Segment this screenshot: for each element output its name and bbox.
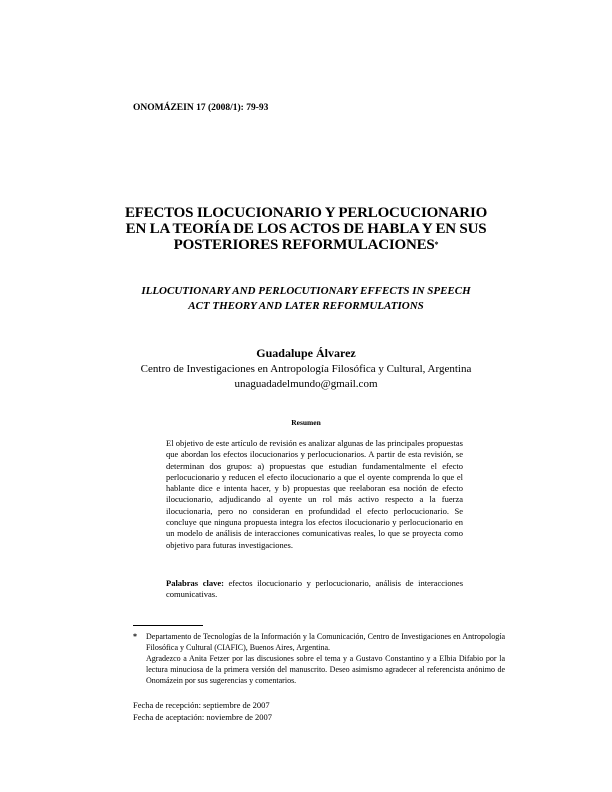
keywords-label: Palabras clave: [166,578,224,588]
footnote-affiliation: Departamento de Tecnologías de la Información y la Comunicación, Centro de Investigaciones en Antropología Filosófica y Cultural (CIAFIC), Buenos Aires, Argentina. [146,632,505,652]
title-line: EFECTOS ILOCUCIONARIO Y PERLOCUCIONARIO [124,205,488,221]
date-accepted: Fecha de aceptación: noviembre de 2007 [133,711,273,722]
journal-reference: ONOMÁZEIN 17 (2008/1): 79-93 [133,103,269,113]
title-line: EN LA TEORÍA DE LOS ACTOS DE HABLA Y EN SUS [125,221,487,237]
title-line [100,237,512,253]
english-title-line: ILLOCUTIONARY AND PERLOCUTIONARY EFFECTS IN SPEECH [141,285,471,297]
keywords [166,578,463,601]
article-title [100,205,512,253]
footnote-thanks: Agradezco a Anita Fetzer por las discusiones sobre el tema y a Gustavo Constantino y a Elbia Difabio por la lectura minuciosa de la primera versión del manuscrito. Deseo asimismo agradecer al referencista anónimo de Onomázein por sus sugerencias y comentarios. [146,654,505,685]
abstract-text: El objetivo de este artículo de revisión es analizar algunas de las principales propuestas que abordan los efectos ilocucionarios y perlocucionarios. A partir de esta revisión, se determinan dos grupos: a) propuestas que estudian fundamentalmente el efecto perlocucionario y reducen el efecto ilocucionario a que el oyente comprenda lo que el hablante dice e intenta hacer, y b) propuestas que reelaboran esa noción de efecto ilocucionario, adjudicando al oyente un rol más activo respecto a la fuerza ilocucionaria, pero no consideran en profundidad el efecto perlocucionario. Se concluye que ninguna propuesta integra los efectos ilocucionario y perlocucionario en un modelo de análisis de interacciones comunicativas reales, lo que se proyecta como objetivo para futuras investigaciones. [166,438,463,550]
date-received: Fecha de recepción: septiembre de 2007 [133,700,270,710]
keywords-text: efectos ilocucionario y perlocucionario, análisis de interacciones comunicativas. [166,578,464,600]
author-name: Guadalupe Álvarez [256,346,356,360]
english-title-line: ACT THEORY AND LATER REFORMULATIONS [188,300,424,312]
abstract-heading: Resumen [291,418,321,427]
title-footnote-mark: * [434,240,439,249]
english-title [100,284,512,314]
title-line-text: POSTERIORES REFORMULACIONES [173,237,435,253]
author-affiliation: Centro de Investigaciones en Antropología Filosófica y Cultural, Argentina [140,363,472,375]
submission-dates [133,700,272,723]
footnote-mark: * [133,632,137,641]
author-email: unaguadadelmundo@gmail.com [234,378,378,390]
footnote-divider [133,625,203,626]
footnote [133,631,505,686]
